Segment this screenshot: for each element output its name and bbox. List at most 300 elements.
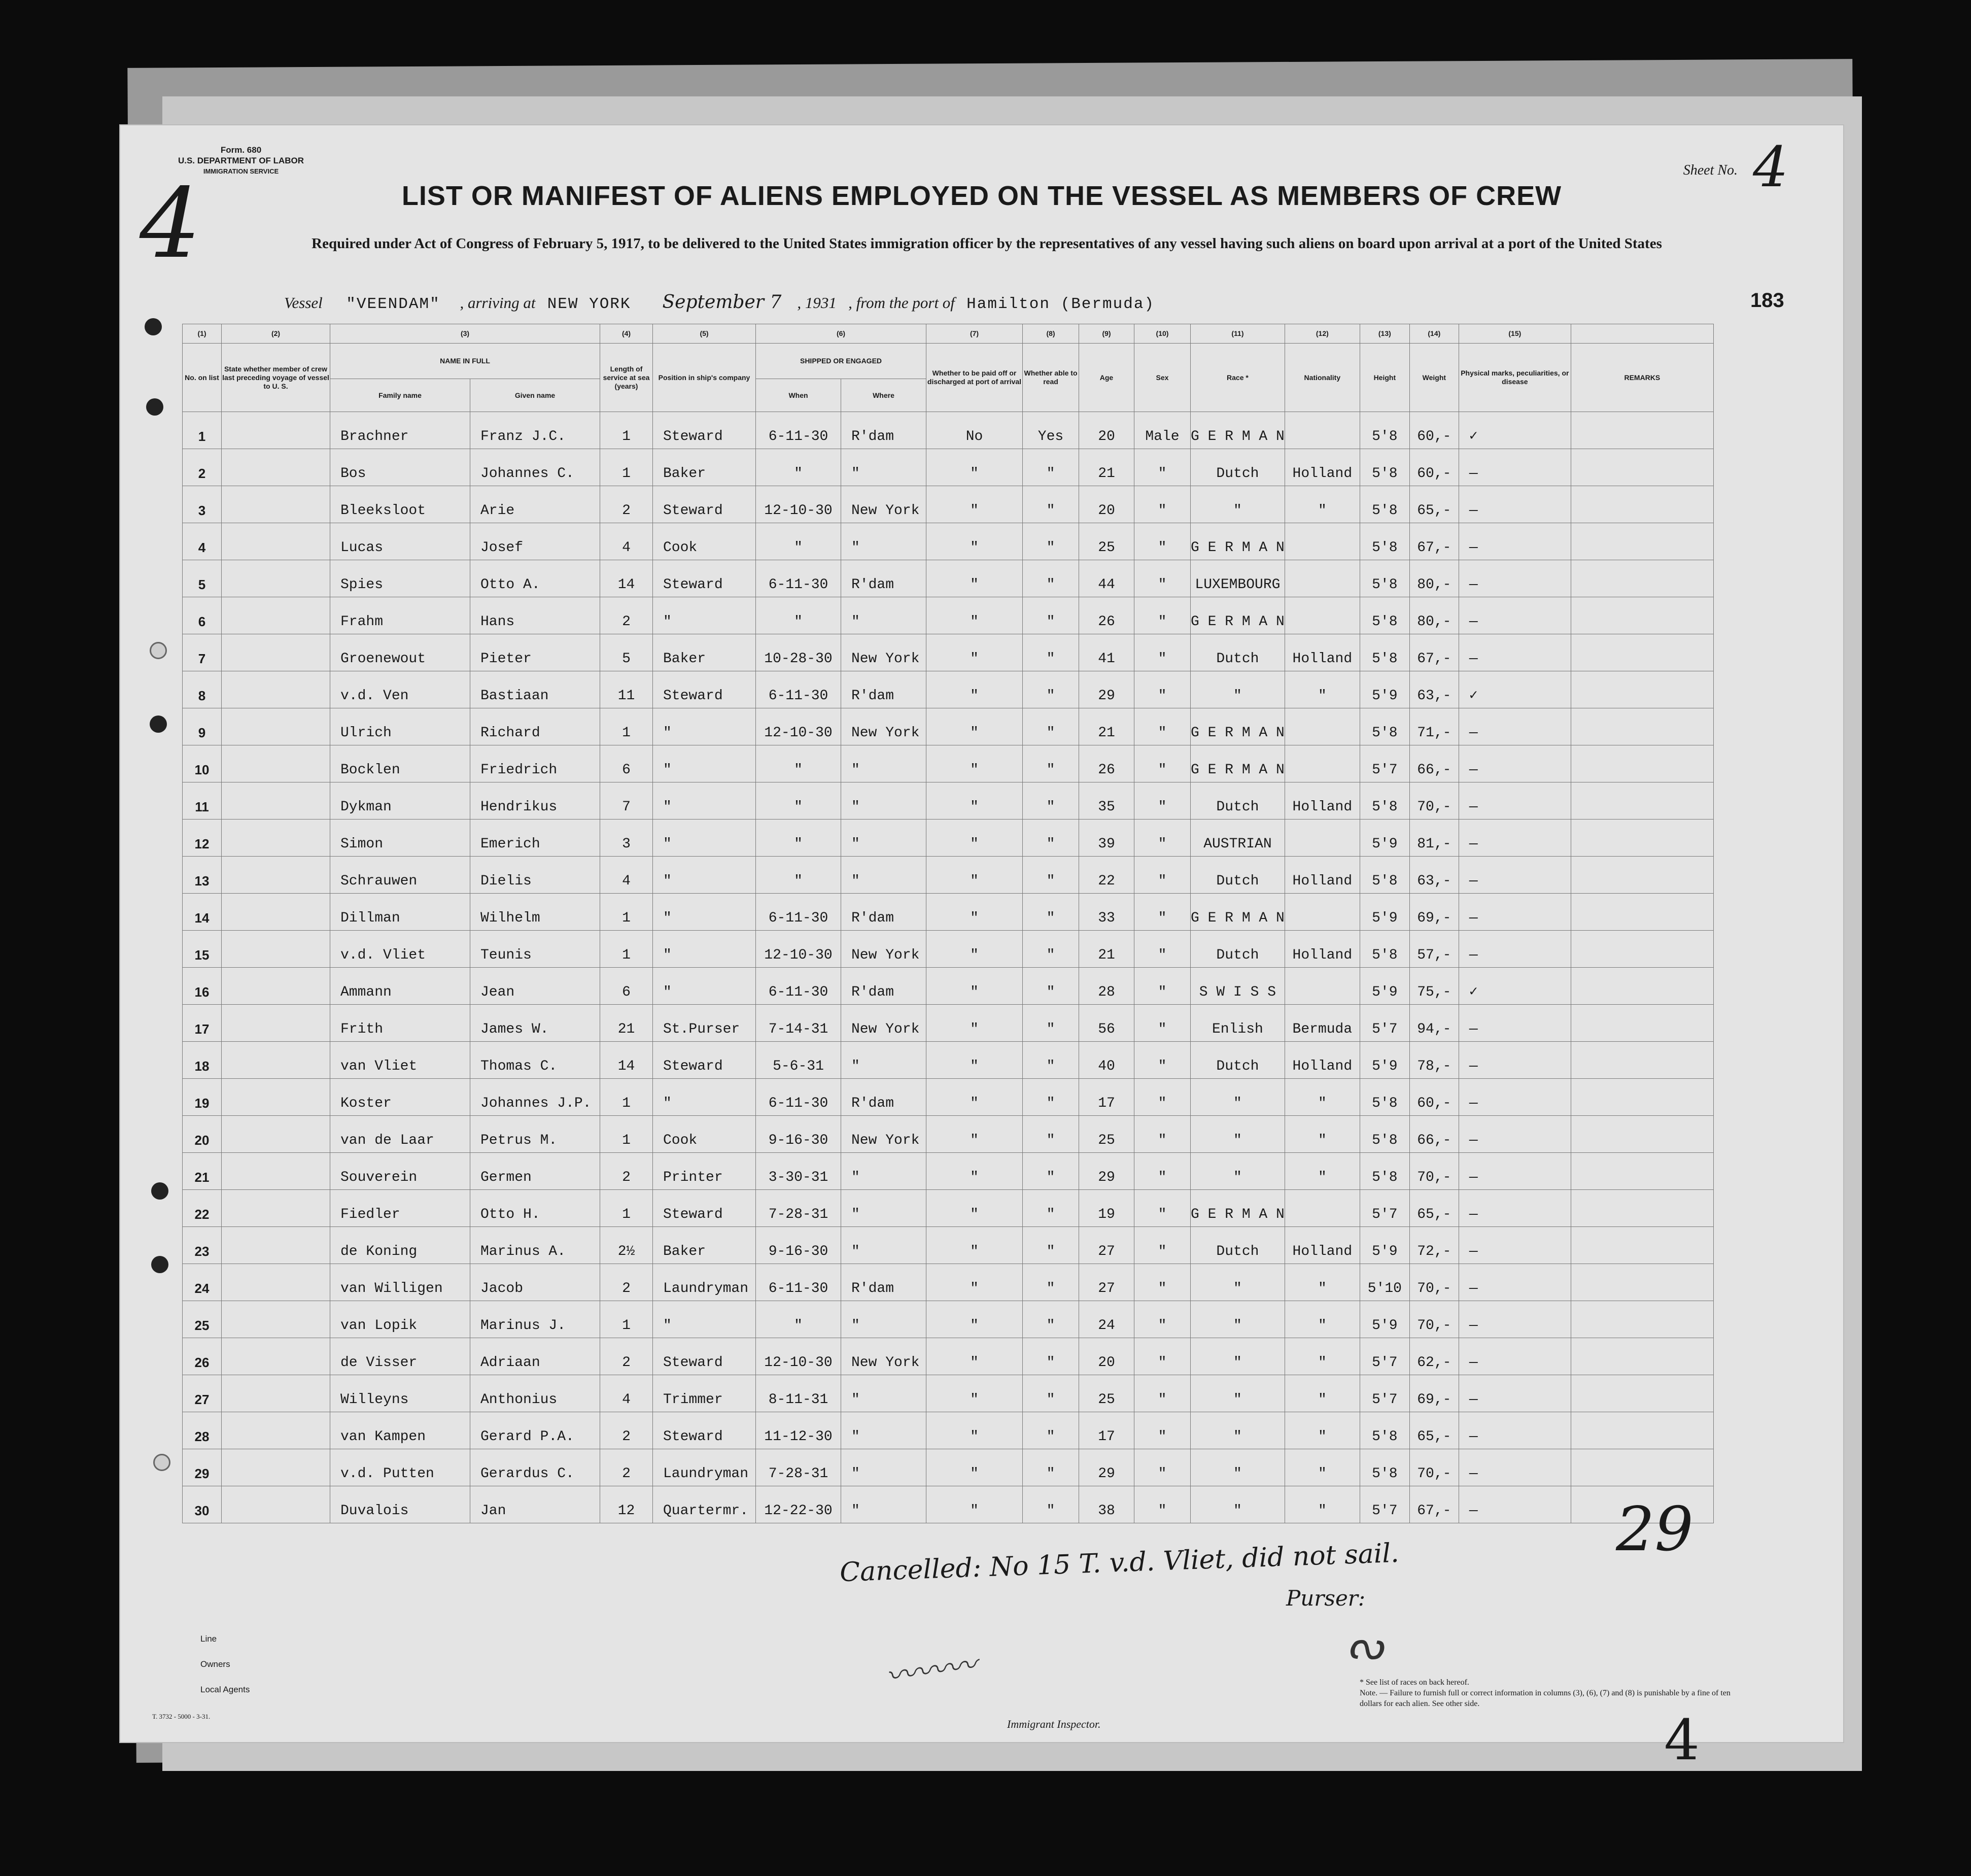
paid-off-cell: "	[926, 1338, 1023, 1375]
position-cell: Steward	[653, 1042, 756, 1079]
header-able-read: Whether able to read	[1023, 344, 1079, 412]
header-shipped: SHIPPED OR ENGAGED	[756, 344, 926, 379]
sex-cell: "	[1134, 1264, 1191, 1301]
height-cell: 5'8	[1360, 486, 1409, 523]
prior-voyage-cell	[222, 1486, 330, 1523]
remarks-cell	[1571, 931, 1713, 968]
family-name-cell: Duvalois	[330, 1486, 470, 1523]
able-read-cell: "	[1023, 782, 1079, 820]
footer-line-label: Line	[200, 1634, 217, 1644]
position-cell: "	[653, 894, 756, 931]
col-num-10: (10)	[1134, 324, 1191, 344]
shipped-where-cell: "	[841, 1449, 926, 1486]
position-cell: Laundryman	[653, 1264, 756, 1301]
race-cell: "	[1191, 1412, 1285, 1449]
paid-off-cell: "	[926, 708, 1023, 745]
able-read-cell: "	[1023, 857, 1079, 894]
able-read-cell: "	[1023, 1486, 1079, 1523]
shipped-when-cell: "	[756, 597, 841, 634]
physical-marks-cell: —	[1459, 857, 1571, 894]
shipped-where-cell: New York	[841, 634, 926, 671]
remarks-cell	[1571, 745, 1713, 782]
paid-off-cell: "	[926, 1153, 1023, 1190]
nationality-cell	[1285, 1190, 1360, 1227]
height-cell: 5'7	[1360, 1486, 1409, 1523]
service-years-cell: 4	[600, 857, 653, 894]
shipped-when-cell: 5-6-31	[756, 1042, 841, 1079]
height-cell: 5'8	[1360, 782, 1409, 820]
nationality-cell: "	[1285, 1153, 1360, 1190]
sex-cell: "	[1134, 782, 1191, 820]
header-height: Height	[1360, 344, 1409, 412]
family-name-cell: de Koning	[330, 1227, 470, 1264]
height-cell: 5'7	[1360, 1190, 1409, 1227]
weight-cell: 60,-	[1409, 1079, 1459, 1116]
row-number: 30	[183, 1486, 222, 1523]
able-read-cell: "	[1023, 1116, 1079, 1153]
family-name-cell: Fiedler	[330, 1190, 470, 1227]
height-cell: 5'9	[1360, 820, 1409, 857]
row-number: 22	[183, 1190, 222, 1227]
remarks-cell	[1571, 523, 1713, 560]
given-name-cell: Franz J.C.	[470, 412, 600, 449]
remarks-cell	[1571, 1264, 1713, 1301]
header-nationality: Nationality	[1285, 344, 1360, 412]
header-paid-off: Whether to be paid off or discharged at port of arrival	[926, 344, 1023, 412]
sex-cell: "	[1134, 597, 1191, 634]
position-cell: Steward	[653, 1412, 756, 1449]
remarks-cell	[1571, 820, 1713, 857]
shipped-when-cell: 12-10-30	[756, 486, 841, 523]
position-cell: Quartermr.	[653, 1486, 756, 1523]
physical-marks-cell: —	[1459, 1449, 1571, 1486]
service-years-cell: 1	[600, 894, 653, 931]
row-number: 15	[183, 931, 222, 968]
position-cell: Laundryman	[653, 1449, 756, 1486]
age-cell: 20	[1079, 1338, 1134, 1375]
physical-marks-cell: —	[1459, 820, 1571, 857]
header-family-name: Family name	[330, 379, 470, 412]
header-when: When	[756, 379, 841, 412]
shipped-where-cell: "	[841, 449, 926, 486]
weight-cell: 66,-	[1409, 1116, 1459, 1153]
family-name-cell: Bos	[330, 449, 470, 486]
able-read-cell: "	[1023, 1375, 1079, 1412]
sex-cell: "	[1134, 1116, 1191, 1153]
paid-off-cell: "	[926, 1486, 1023, 1523]
family-name-cell: van Vliet	[330, 1042, 470, 1079]
shipped-when-cell: "	[756, 745, 841, 782]
col-num-9: (9)	[1079, 324, 1134, 344]
prior-voyage-cell	[222, 1227, 330, 1264]
weight-cell: 75,-	[1409, 968, 1459, 1005]
table-row	[183, 894, 1714, 931]
prior-voyage-cell	[222, 782, 330, 820]
remarks-cell	[1571, 1153, 1713, 1190]
age-cell: 40	[1079, 1042, 1134, 1079]
nationality-cell	[1285, 560, 1360, 597]
physical-marks-cell: —	[1459, 449, 1571, 486]
prior-voyage-cell	[222, 486, 330, 523]
family-name-cell: Souverein	[330, 1153, 470, 1190]
paid-off-cell: "	[926, 486, 1023, 523]
punch-hole	[153, 1454, 170, 1471]
physical-marks-cell: —	[1459, 782, 1571, 820]
prior-voyage-cell	[222, 931, 330, 968]
table-row	[183, 634, 1714, 671]
vessel-label: Vessel	[284, 294, 323, 312]
given-name-cell: Johannes J.P.	[470, 1079, 600, 1116]
service-years-cell: 12	[600, 1486, 653, 1523]
shipped-when-cell: 6-11-30	[756, 894, 841, 931]
service-years-cell: 1	[600, 449, 653, 486]
row-number: 25	[183, 1301, 222, 1338]
height-cell: 5'7	[1360, 1338, 1409, 1375]
row-number: 3	[183, 486, 222, 523]
weight-cell: 80,-	[1409, 560, 1459, 597]
row-number: 7	[183, 634, 222, 671]
nationality-cell: "	[1285, 486, 1360, 523]
row-number: 18	[183, 1042, 222, 1079]
punch-hole	[151, 1256, 168, 1273]
prior-voyage-cell	[222, 1338, 330, 1375]
punch-hole	[151, 1182, 168, 1200]
weight-cell: 65,-	[1409, 1412, 1459, 1449]
remarks-cell	[1571, 708, 1713, 745]
family-name-cell: Spies	[330, 560, 470, 597]
service-years-cell: 2½	[600, 1227, 653, 1264]
remarks-cell	[1571, 782, 1713, 820]
given-name-cell: Marinus A.	[470, 1227, 600, 1264]
nationality-cell: "	[1285, 1412, 1360, 1449]
nationality-cell: "	[1285, 1264, 1360, 1301]
purser-label: Purser:	[1286, 1586, 1366, 1611]
age-cell: 26	[1079, 745, 1134, 782]
col-num-8: (8)	[1023, 324, 1079, 344]
table-row	[183, 1412, 1714, 1449]
total-count: 29	[1616, 1494, 1693, 1565]
family-name-cell: van Willigen	[330, 1264, 470, 1301]
table-row	[183, 708, 1714, 745]
weight-cell: 65,-	[1409, 1190, 1459, 1227]
prior-voyage-cell	[222, 745, 330, 782]
age-cell: 21	[1079, 449, 1134, 486]
prior-voyage-cell	[222, 820, 330, 857]
position-cell: "	[653, 597, 756, 634]
table-row	[183, 931, 1714, 968]
race-cell: "	[1191, 1338, 1285, 1375]
nationality-cell: "	[1285, 671, 1360, 708]
weight-cell: 65,-	[1409, 486, 1459, 523]
table-row	[183, 412, 1714, 449]
remarks-cell	[1571, 1338, 1713, 1375]
nationality-cell: Holland	[1285, 634, 1360, 671]
shipped-when-cell: "	[756, 782, 841, 820]
row-number: 17	[183, 1005, 222, 1042]
table-row	[183, 782, 1714, 820]
row-number: 14	[183, 894, 222, 931]
physical-marks-cell: —	[1459, 745, 1571, 782]
able-read-cell: "	[1023, 820, 1079, 857]
height-cell: 5'10	[1360, 1264, 1409, 1301]
height-cell: 5'8	[1360, 449, 1409, 486]
sex-cell: "	[1134, 1005, 1191, 1042]
given-name-cell: Wilhelm	[470, 894, 600, 931]
sex-cell: "	[1134, 560, 1191, 597]
arrival-year: , 1931	[797, 294, 837, 312]
nationality-cell: "	[1285, 1116, 1360, 1153]
row-number: 23	[183, 1227, 222, 1264]
able-read-cell: Yes	[1023, 412, 1079, 449]
table-row	[183, 1116, 1714, 1153]
weight-cell: 78,-	[1409, 1042, 1459, 1079]
remarks-cell	[1571, 1375, 1713, 1412]
race-cell: Enlish	[1191, 1005, 1285, 1042]
service-years-cell: 2	[600, 486, 653, 523]
age-cell: 19	[1079, 1190, 1134, 1227]
age-cell: 35	[1079, 782, 1134, 820]
physical-marks-cell: ✓	[1459, 968, 1571, 1005]
given-name-cell: Otto H.	[470, 1190, 600, 1227]
given-name-cell: Teunis	[470, 931, 600, 968]
service-years-cell: 1	[600, 931, 653, 968]
sex-cell: "	[1134, 634, 1191, 671]
sex-cell: "	[1134, 1227, 1191, 1264]
age-cell: 44	[1079, 560, 1134, 597]
able-read-cell: "	[1023, 931, 1079, 968]
weight-cell: 67,-	[1409, 1486, 1459, 1523]
height-cell: 5'8	[1360, 708, 1409, 745]
table-row	[183, 1042, 1714, 1079]
sex-cell: "	[1134, 1412, 1191, 1449]
nationality-cell: Holland	[1285, 1042, 1360, 1079]
row-number: 10	[183, 745, 222, 782]
remarks-cell	[1571, 857, 1713, 894]
document-subtitle: Required under Act of Congress of February 5, 1917, to be delivered to the United States immigration officer by the representatives of any vessel having such aliens on board upon arrival at a port of the United States	[312, 235, 1662, 252]
given-name-cell: Jean	[470, 968, 600, 1005]
prior-voyage-cell	[222, 894, 330, 931]
able-read-cell: "	[1023, 449, 1079, 486]
race-cell: G E R M A N	[1191, 412, 1285, 449]
departure-port: Hamilton (Bermuda)	[966, 295, 1155, 313]
header-state-whether: State whether member of crew last preceding voyage of vessel to U. S.	[222, 344, 330, 412]
given-name-cell: Hendrikus	[470, 782, 600, 820]
remarks-cell	[1571, 560, 1713, 597]
manifest-sheet	[119, 124, 1844, 1772]
weight-cell: 70,-	[1409, 1301, 1459, 1338]
given-name-cell: Jan	[470, 1486, 600, 1523]
race-cell: G E R M A N	[1191, 894, 1285, 931]
weight-cell: 62,-	[1409, 1338, 1459, 1375]
nationality-cell: "	[1285, 1486, 1360, 1523]
prior-voyage-cell	[222, 1153, 330, 1190]
arriving-label: , arriving at	[460, 294, 536, 312]
weight-cell: 70,-	[1409, 1153, 1459, 1190]
header-given-name: Given name	[470, 379, 600, 412]
table-row	[183, 1153, 1714, 1190]
race-cell: LUXEMBOURG	[1191, 560, 1285, 597]
physical-marks-cell: —	[1459, 894, 1571, 931]
physical-marks-cell: —	[1459, 486, 1571, 523]
shipped-where-cell: New York	[841, 486, 926, 523]
family-name-cell: Bleeksloot	[330, 486, 470, 523]
position-cell: Baker	[653, 449, 756, 486]
shipped-where-cell: New York	[841, 931, 926, 968]
header-where: Where	[841, 379, 926, 412]
race-cell: "	[1191, 1264, 1285, 1301]
service-years-cell: 11	[600, 671, 653, 708]
height-cell: 5'8	[1360, 1412, 1409, 1449]
row-number: 28	[183, 1412, 222, 1449]
race-cell: G E R M A N	[1191, 708, 1285, 745]
position-cell: "	[653, 1079, 756, 1116]
prior-voyage-cell	[222, 1079, 330, 1116]
position-cell: Steward	[653, 1190, 756, 1227]
given-name-cell: Gerardus C.	[470, 1449, 600, 1486]
service-years-cell: 4	[600, 1375, 653, 1412]
col-num-15: (15)	[1459, 324, 1571, 344]
table-row	[183, 1227, 1714, 1264]
given-name-cell: Bastiaan	[470, 671, 600, 708]
prior-voyage-cell	[222, 560, 330, 597]
prior-voyage-cell	[222, 857, 330, 894]
weight-cell: 60,-	[1409, 412, 1459, 449]
position-cell: Cook	[653, 523, 756, 560]
family-name-cell: van de Laar	[330, 1116, 470, 1153]
shipped-when-cell: 6-11-30	[756, 968, 841, 1005]
weight-cell: 81,-	[1409, 820, 1459, 857]
height-cell: 5'8	[1360, 1116, 1409, 1153]
shipped-where-cell: New York	[841, 1338, 926, 1375]
footer-local-agents-label: Local Agents	[200, 1685, 250, 1694]
position-cell: Cook	[653, 1116, 756, 1153]
service-years-cell: 1	[600, 708, 653, 745]
col-num-2: (2)	[222, 324, 330, 344]
row-number: 2	[183, 449, 222, 486]
col-num-5: (5)	[653, 324, 756, 344]
given-name-cell: James W.	[470, 1005, 600, 1042]
shipped-when-cell: "	[756, 523, 841, 560]
shipped-when-cell: 6-11-30	[756, 671, 841, 708]
prior-voyage-cell	[222, 708, 330, 745]
given-name-cell: Petrus M.	[470, 1116, 600, 1153]
service-years-cell: 1	[600, 412, 653, 449]
paid-off-cell: "	[926, 1375, 1023, 1412]
row-number: 6	[183, 597, 222, 634]
physical-marks-cell: —	[1459, 1227, 1571, 1264]
col-num-14: (14)	[1409, 324, 1459, 344]
vessel-line	[284, 292, 1155, 313]
given-name-cell: Thomas C.	[470, 1042, 600, 1079]
shipped-where-cell: "	[841, 1301, 926, 1338]
shipped-where-cell: "	[841, 597, 926, 634]
physical-marks-cell: —	[1459, 523, 1571, 560]
weight-cell: 67,-	[1409, 634, 1459, 671]
punch-hole	[146, 398, 163, 416]
from-label: , from the port of	[848, 294, 955, 312]
age-cell: 29	[1079, 671, 1134, 708]
able-read-cell: "	[1023, 708, 1079, 745]
prior-voyage-cell	[222, 1116, 330, 1153]
race-cell: Dutch	[1191, 782, 1285, 820]
remarks-cell	[1571, 634, 1713, 671]
physical-marks-cell: —	[1459, 931, 1571, 968]
age-cell: 24	[1079, 1301, 1134, 1338]
prior-voyage-cell	[222, 634, 330, 671]
col-num-3: (3)	[330, 324, 600, 344]
nationality-cell: Holland	[1285, 1227, 1360, 1264]
given-name-cell: Richard	[470, 708, 600, 745]
sex-cell: "	[1134, 931, 1191, 968]
nationality-cell: Holland	[1285, 782, 1360, 820]
age-cell: 25	[1079, 1116, 1134, 1153]
sex-cell: "	[1134, 1042, 1191, 1079]
able-read-cell: "	[1023, 1079, 1079, 1116]
shipped-when-cell: 12-10-30	[756, 1338, 841, 1375]
height-cell: 5'8	[1360, 1079, 1409, 1116]
shipped-where-cell: R'dam	[841, 894, 926, 931]
row-number: 8	[183, 671, 222, 708]
table-row	[183, 1449, 1714, 1486]
sex-cell: "	[1134, 745, 1191, 782]
bottom-hand-mark: 4	[1664, 1708, 1700, 1772]
shipped-when-cell: 3-30-31	[756, 1153, 841, 1190]
able-read-cell: "	[1023, 1301, 1079, 1338]
age-cell: 29	[1079, 1153, 1134, 1190]
service-years-cell: 2	[600, 1338, 653, 1375]
weight-cell: 67,-	[1409, 523, 1459, 560]
race-cell: "	[1191, 1153, 1285, 1190]
given-name-cell: Josef	[470, 523, 600, 560]
shipped-when-cell: 6-11-30	[756, 412, 841, 449]
family-name-cell: van Kampen	[330, 1412, 470, 1449]
punch-hole	[150, 642, 167, 659]
age-cell: 25	[1079, 1375, 1134, 1412]
immigrant-inspector-label: Immigrant Inspector.	[1007, 1718, 1101, 1730]
height-cell: 5'8	[1360, 1153, 1409, 1190]
family-name-cell: van Lopik	[330, 1301, 470, 1338]
family-name-cell: Dykman	[330, 782, 470, 820]
shipped-when-cell: 12-22-30	[756, 1486, 841, 1523]
position-cell: "	[653, 968, 756, 1005]
race-cell: "	[1191, 671, 1285, 708]
able-read-cell: "	[1023, 1338, 1079, 1375]
shipped-where-cell: "	[841, 1190, 926, 1227]
service-years-cell: 14	[600, 1042, 653, 1079]
shipped-where-cell: New York	[841, 1005, 926, 1042]
family-name-cell: v.d. Ven	[330, 671, 470, 708]
race-cell: S W I S S	[1191, 968, 1285, 1005]
physical-marks-cell: —	[1459, 1116, 1571, 1153]
row-number: 13	[183, 857, 222, 894]
weight-cell: 69,-	[1409, 894, 1459, 931]
age-cell: 17	[1079, 1412, 1134, 1449]
table-row	[183, 1079, 1714, 1116]
height-cell: 5'8	[1360, 857, 1409, 894]
row-number: 1	[183, 412, 222, 449]
prior-voyage-cell	[222, 597, 330, 634]
paid-off-cell: "	[926, 1412, 1023, 1449]
shipped-where-cell: "	[841, 1042, 926, 1079]
paid-off-cell: "	[926, 523, 1023, 560]
shipped-where-cell: "	[841, 745, 926, 782]
nationality-cell: Holland	[1285, 857, 1360, 894]
family-name-cell: Lucas	[330, 523, 470, 560]
nationality-cell: Bermuda	[1285, 1005, 1360, 1042]
header-sex: Sex	[1134, 344, 1191, 412]
row-number: 29	[183, 1449, 222, 1486]
inspector-signature: 〰〰〰	[883, 1647, 979, 1695]
